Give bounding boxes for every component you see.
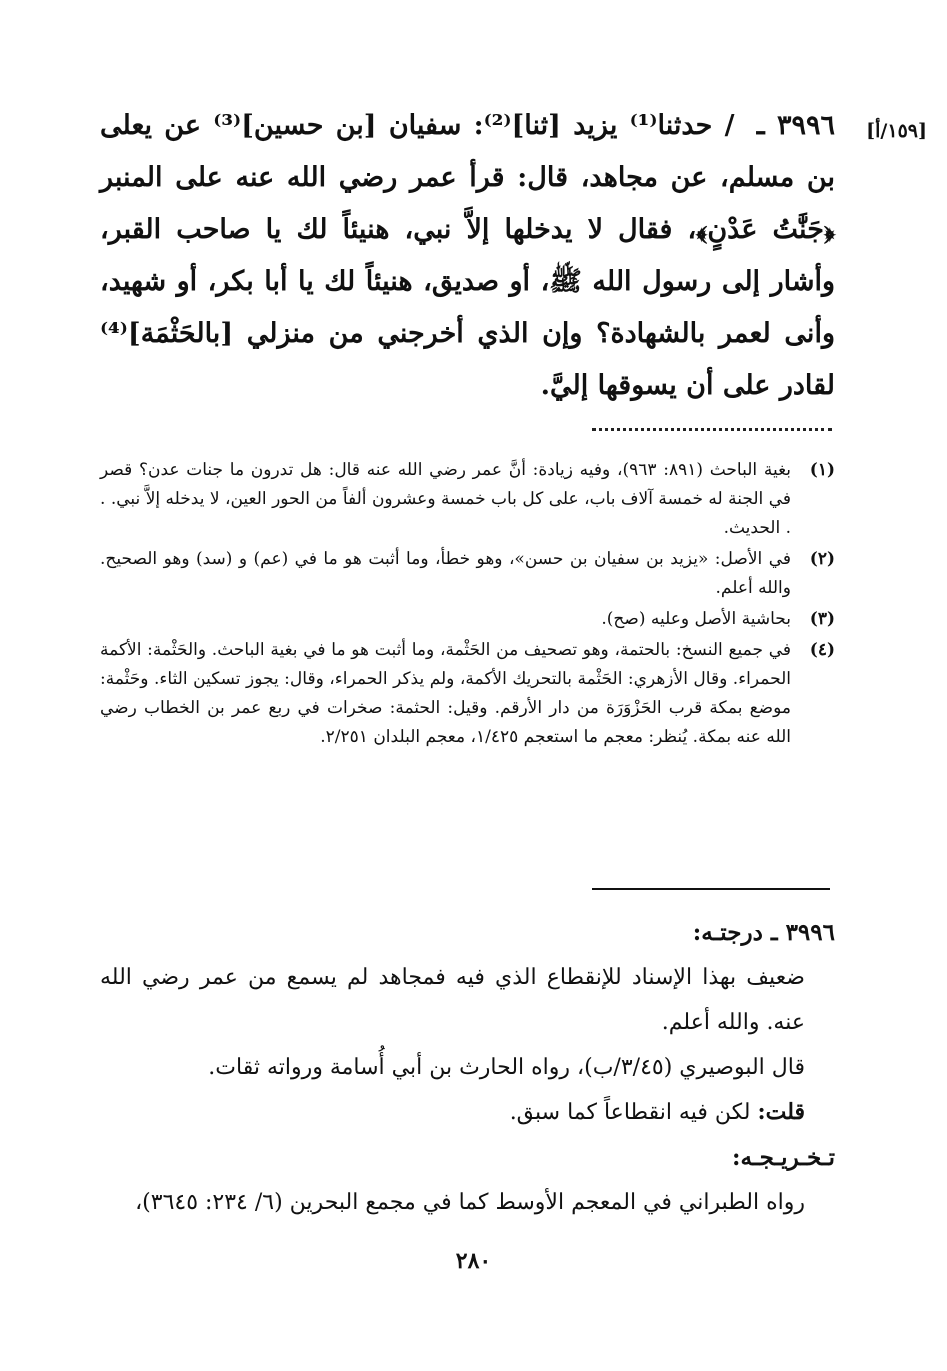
busiri-note: قال البوصيري (٣/٤٥/ب)، رواه الحارث بن أبي أُسامة ورواته ثقات. bbox=[208, 1055, 805, 1080]
footnote-number: (٤) bbox=[809, 640, 835, 660]
qultu-label: قلت: bbox=[757, 1099, 805, 1125]
footnote-text: في جميع النسخ: بالحتمة، وهو تصحيف من الحَثْمة، وما أثبت هو ما في بغية الباحث. والحَثْمة: الأكمة الحمراء. وقال الأزهري: الحَثْمة بالتحريك الأكمة، ولم يذكر الحمراء، وقال: يجوز تسكين الثاء. وحَثْمة: موضع بمكة قرب الحَزْوَرَة من دار الأرقم. وقيل: الحثمة: صخرات في ربع عمر بن الخطاب رضي الله عنه بمكة. يُنظر: معجم ما استعجم ١/٤٢٥، معجم البلدان ٢/٢٥١. bbox=[100, 640, 791, 747]
takhrij-text: رواه الطبراني في المعجم الأوسط كما في مجمع البحرين (٦/ ٢٣٤: ٣٦٤٥)، bbox=[135, 1190, 805, 1215]
footnote-number: (١) bbox=[809, 460, 835, 480]
grading-heading: ٣٩٩٦ ـ درجتـه: bbox=[692, 919, 835, 946]
hadith-body: / حدثنا⁽¹⁾ يزيد [ثنا]⁽²⁾: سفيان [بن حسين]⁽³⁾ عن يعلى بن مسلم، عن مجاهد، قال: قرأ عمر رضي الله عنه على المنبر ﴿جَنَّٰتُ عَدْنٍ﴾، فقال لا يدخلها إلاَّ نبي، هنيئاً لك يا صاحب القبر، وأشار إلى رسول الله ﷺ، أو صديق، هنيئاً لك يا أبا بكر، أو شهيد، وأنى لعمر بالشهادة؟ وإن الذي أخرجني من منزلي [بالحَثْمَة]⁽⁴⁾ لقادر على أن يسوقها إليَّ. bbox=[100, 110, 835, 401]
footnote bbox=[100, 605, 835, 634]
footnote-number: (٣) bbox=[809, 609, 835, 629]
qultu-note bbox=[100, 1090, 835, 1135]
footnote-separator-dots bbox=[592, 428, 832, 431]
hadith-number: ٣٩٩٦ ـ bbox=[756, 110, 835, 141]
footnotes bbox=[100, 456, 835, 754]
footnote bbox=[100, 545, 835, 603]
footnote-number: (٢) bbox=[809, 549, 835, 569]
takhrij-heading: تـخـريـجـه: bbox=[732, 1144, 835, 1171]
page-number: ٢٨٠ bbox=[455, 1248, 492, 1274]
footnote bbox=[100, 456, 835, 543]
footnote-text: بحاشية الأصل وعليه (صح). bbox=[601, 609, 791, 629]
footnote-text: بغية الباحث (٨٩١: ٩٦٣)، وفيه زيادة: أنَّ عمر رضي الله عنه قال: هل تدرون ما جنات عدن؟ قصر في الجنة له خمسة آلاف باب، على كل باب خمسة وعشرون ألفاً من الحور العين، لا يدخله إلاَّ نبي. . . الحديث. bbox=[100, 460, 792, 538]
grading-section bbox=[100, 910, 835, 1225]
qultu-text: لكن فيه انقطاعاً كما سبق. bbox=[509, 1100, 751, 1125]
margin-reference: [١٥٩/أ] bbox=[866, 120, 927, 142]
section-separator-line bbox=[592, 888, 830, 890]
footnote-text: في الأصل: «يزيد بن سفيان بن حسن»، وهو خطأ، وما أثبت هو ما في (عم) و (سد) وهو الصحيح. والله أعلم. bbox=[100, 549, 791, 598]
hadith-text bbox=[100, 100, 835, 412]
grading-paragraph: ضعيف بهذا الإسناد للإنقطاع الذي فيه فمجاهد لم يسمع من عمر رضي الله عنه. والله أعلم. bbox=[100, 965, 805, 1035]
footnote bbox=[100, 636, 835, 752]
